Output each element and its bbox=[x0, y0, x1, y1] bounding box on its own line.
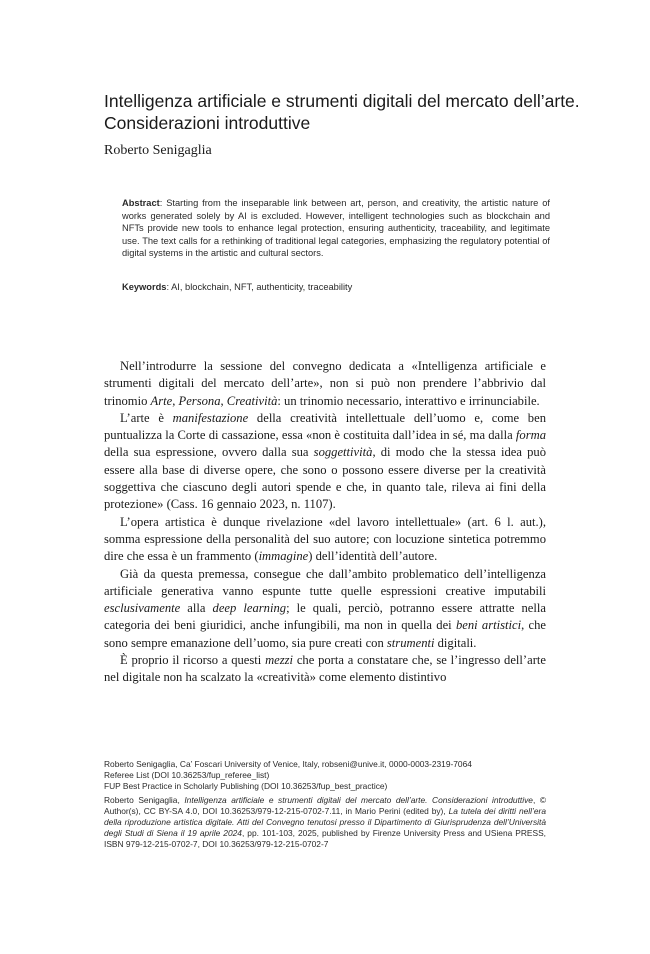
keywords bbox=[122, 281, 550, 294]
italic-run: Persona bbox=[178, 393, 221, 408]
italic-run: strumenti bbox=[386, 635, 435, 650]
text-run: , bbox=[172, 393, 179, 408]
abstract bbox=[122, 197, 550, 260]
author-name: Roberto Senigaglia bbox=[104, 143, 212, 158]
keywords-text: : AI, blockchain, NFT, authenticity, traceability bbox=[166, 282, 353, 292]
text-run: Già da questa premessa, consegue che dall’ambito problematico dell’intelligenza artificiale generativa vanno espunte tutte quelle espressioni creative imputabili bbox=[104, 566, 546, 598]
italic-run: Arte bbox=[150, 393, 173, 408]
paragraph-5 bbox=[104, 652, 546, 687]
author-affiliation: Roberto Senigaglia, Ca’ Foscari University of Venice, Italy, robseni@unive.it, 0000-0003-2319-7064 bbox=[104, 759, 472, 769]
text-run: : un trinomio necessario, interattivo e irrinunciabile. bbox=[277, 393, 540, 408]
text-run: della creatività intellettuale dell’uomo e, come ben puntualizza la Corte di cassazione, essa «non è costituita dall’idea in sé, ma dalla bbox=[104, 410, 546, 443]
referee-list-link: Referee List (DOI 10.36253/fup_referee_list) bbox=[104, 770, 270, 780]
paragraph-3 bbox=[104, 514, 546, 566]
text-run: L’opera artistica è dunque rivelazione «del lavoro intellettuale» (art. 6 l. aut.), somma espressione della personalità del suo autore; con locuzione sintetica potremmo dire che essa è un frammento ( bbox=[104, 514, 546, 564]
abstract-text: : Starting from the inseparable link between art, person, and creativity, the artistic nature of works generated solely by AI is excluded. However, intelligent technologies such as blockchain and NFTs provide new tools to enhance legal protection, ensuring authenticity, traceability, and legitimate use. The text calls for a rethinking of traditional legal categories, emphasizing the regulatory potential of digital systems in the artistic and cultural sectors. bbox=[122, 198, 550, 258]
text-run: digitali. bbox=[434, 635, 477, 650]
italic-run: La tutela dei diritti nell’era della riproduzione artistica digitale. Atti del Convegno tenutosi presso il Dipartimento di Giurisprudenza dell’Università degli Studi di Siena il 19 aprile 2024 bbox=[104, 806, 546, 838]
italic-run: immagine bbox=[258, 549, 309, 564]
italic-run: manifestazione bbox=[172, 410, 249, 425]
text-run: , pp. 101-103, 2025, published by Firenze University Press and USiena PRESS, ISBN 979-12-215-0702-7, DOI 10.36253/979-12-215-0702-7 bbox=[104, 828, 547, 849]
paragraph-2 bbox=[104, 410, 546, 514]
text-run: È proprio il ricorso a questi bbox=[120, 653, 266, 668]
footer bbox=[104, 759, 546, 850]
text-run: Nell’introdurre la sessione del convegno dedicata a «Intelligenza artificiale e strumenti digitali del mercato dell’arte», non si può non prendere l’abbrivio dal trinomio bbox=[104, 359, 546, 408]
citation bbox=[104, 795, 546, 850]
text-run: , di modo che la stessa idea può essere alla base di diverse opere, che sono o possono essere diverse per la creatività soggettiva che ciascuno degli autori spende e che, in quanto tale, rileva ai fini della protezione» (Cass. 16 gennaio 2023, n. 1107). bbox=[104, 445, 547, 512]
text-run: ; le quali, perciò, potranno essere attratte nella categoria dei beni giuridici, anche infungibili, ma non in quella dei bbox=[104, 601, 546, 633]
paper-title: Intelligenza artificiale e strumenti digitali del mercato dell’arte. Considerazioni introduttive bbox=[104, 91, 580, 133]
keywords-label: Keywords bbox=[122, 282, 167, 292]
text-run: che porta a constatare che, se l’ingresso dell’arte nel digitale non ha scalzato la «creatività» come elemento distintivo bbox=[104, 653, 546, 685]
text-run: , che sono sempre emanazione dell’uomo, sia pure creati con bbox=[104, 618, 546, 650]
italic-run: forma bbox=[515, 428, 546, 443]
text-run: Roberto Senigaglia, bbox=[104, 795, 185, 805]
paragraph-4 bbox=[104, 566, 546, 652]
italic-run: deep learning bbox=[212, 601, 287, 616]
italic-run: Intelligenza artificiale e strumenti digitali del mercato dell’arte. Considerazioni introduttive bbox=[184, 795, 533, 805]
italic-run: soggettività bbox=[313, 445, 373, 460]
text-run: , © Author(s), CC BY-SA 4.0, DOI 10.36253/979-12-215-0702-7.11, in Mario Perini (edited by), bbox=[104, 795, 546, 816]
body-text bbox=[104, 358, 546, 687]
italic-run: beni artistici bbox=[455, 618, 522, 633]
text-run: alla bbox=[180, 601, 213, 616]
text-run: della sua espressione, ovvero dalla sua bbox=[104, 445, 314, 460]
abstract-label: Abstract bbox=[122, 198, 160, 208]
italic-run: Creatività bbox=[226, 393, 278, 408]
italic-run: mezzi bbox=[265, 653, 294, 668]
text-run: , bbox=[220, 393, 227, 408]
text-run: ) dell’identità dell’autore. bbox=[308, 549, 438, 564]
italic-run: esclusivamente bbox=[104, 601, 181, 616]
text-run: L’arte è bbox=[120, 410, 173, 425]
paragraph-1 bbox=[104, 358, 546, 410]
best-practice-link: FUP Best Practice in Scholarly Publishing (DOI 10.36253/fup_best_practice) bbox=[104, 781, 388, 791]
